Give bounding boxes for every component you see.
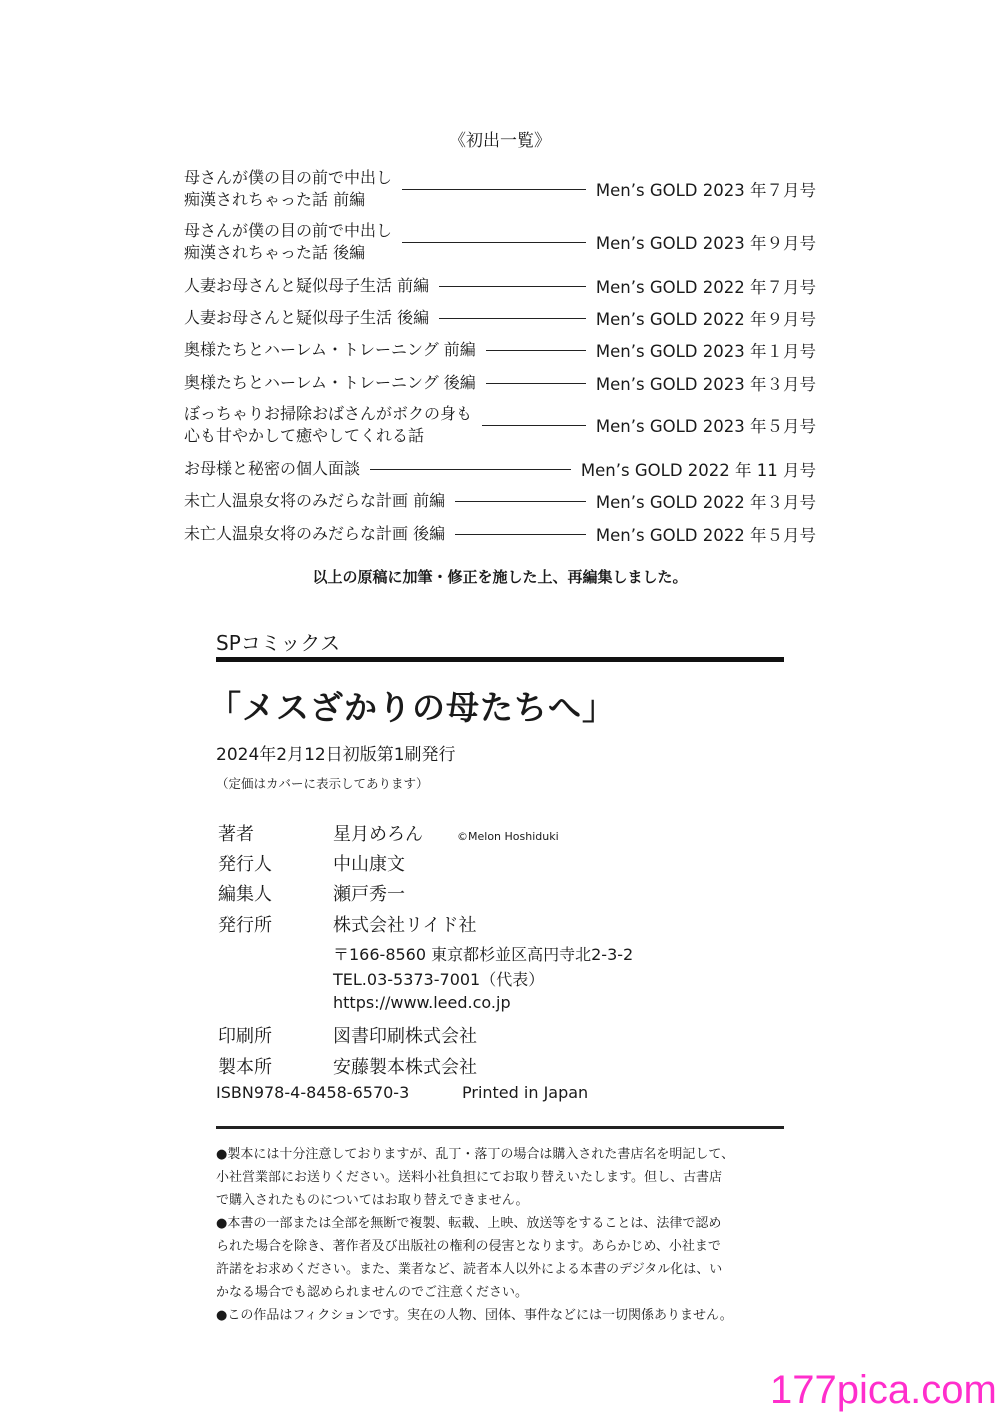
toc-entry-title: ぼっちゃりお掃除おばさんがボクの身も 心も甘やかして癒やしてくれる話 — [184, 404, 473, 445]
leader-line — [439, 286, 586, 287]
toc-entry-magazine: Men’s GOLD 2023 年３月号 — [595, 375, 816, 394]
toc-entry — [184, 338, 816, 362]
copyright-notice: ©Melon Hoshiduki — [457, 830, 559, 843]
toc-entry-magazine: Men’s GOLD 2022 年９月号 — [595, 310, 816, 329]
divider-rule — [216, 1126, 784, 1129]
toc-entry-title: お母様と秘密の個人面談 — [184, 459, 361, 478]
toc-entry — [184, 220, 816, 264]
toc-entry-magazine: Men’s GOLD 2023 年１月号 — [595, 342, 816, 361]
toc-entry — [184, 489, 816, 513]
leader-line — [486, 383, 586, 384]
leader-line — [370, 469, 571, 470]
printer-label: 印刷所 — [218, 1026, 272, 1047]
publisher-person: 中山康文 — [333, 854, 405, 875]
book-title: 「メスざかりの母たちへ」 — [208, 688, 616, 727]
toc-entry-title: 未亡人温泉女将のみだらな計画 前編 — [184, 491, 446, 510]
leader-line — [486, 350, 586, 351]
printed-in: Printed in Japan — [462, 1083, 589, 1102]
toc-entry — [184, 403, 816, 447]
author-label: 著者 — [218, 824, 254, 845]
toc-entry-title: 奥様たちとハーレム・トレーニング 前編 — [184, 340, 476, 359]
toc-entry-magazine: Men’s GOLD 2022 年 11 月号 — [580, 461, 816, 480]
leader-line — [402, 242, 586, 243]
toc-entry — [184, 457, 816, 481]
legal-notice: ●製本には十分注意しておりますが、乱丁・落丁の場合は購入された書店名を明記して、 小社営業部にお送りください。送料小社負担にてお取り替えいたします。但し、古書店 で購入されたものについてはお取り替えできません。 ●本書の一部または全部を無断で複製、転載、上映、放送等をすることは、法律で認め られた場合を除き、著作者及び出版社の権利の侵害となります。あらかじめ、小社まで 許諾をお求めください。また、業者など、読者本人以外による本書のデジタル化は、い かなる場合でも認められませんのでご注意ください。 ●この作品はフィクションです。実在の人物、団体、事件などには一切関係ありません。 — [216, 1147, 735, 1323]
revision-note: 以上の原稿に加筆・修正を施した上、再編集しました。 — [312, 568, 688, 586]
leader-line — [482, 425, 586, 426]
toc-entry-title: 人妻お母さんと疑似母子生活 前編 — [184, 276, 430, 295]
toc-entry — [184, 274, 816, 298]
author-name: 星月めろん ©Melon Hoshiduki — [333, 824, 559, 845]
editor-label: 編集人 — [218, 884, 272, 905]
binder-label: 製本所 — [218, 1057, 272, 1078]
publication-date: 2024年2月12日初版第1刷発行 — [216, 745, 456, 765]
toc-entry — [184, 522, 816, 546]
toc-entry — [184, 167, 816, 211]
leader-line — [439, 318, 586, 319]
binder-name: 安藤製本株式会社 — [333, 1057, 477, 1078]
editor-name: 瀬戸秀一 — [333, 884, 405, 905]
publisher-label: 発行所 — [218, 915, 272, 936]
price-note: （定価はカバーに表示してあります） — [216, 776, 429, 791]
publisher-person-label: 発行人 — [218, 854, 272, 875]
toc-entry-title: 母さんが僕の目の前で中出し 痴漢されちゃった話 後編 — [184, 221, 393, 262]
leader-line — [402, 189, 586, 190]
publisher-tel: TEL.03-5373-7001（代表） — [333, 970, 545, 989]
toc-heading: 《初出一覧》 — [449, 131, 551, 151]
toc-entry-title: 奥様たちとハーレム・トレーニング 後編 — [184, 373, 476, 392]
toc-entry — [184, 306, 816, 330]
isbn: ISBN978-4-8458-6570-3 — [216, 1083, 410, 1102]
toc-entry-magazine: Men’s GOLD 2023 年５月号 — [595, 417, 816, 436]
toc-entry-magazine: Men’s GOLD 2023 年９月号 — [595, 234, 816, 253]
toc-entry-magazine: Men’s GOLD 2022 年３月号 — [595, 493, 816, 512]
leader-line — [455, 534, 586, 535]
publisher-name: 株式会社リイド社 — [333, 915, 477, 936]
leader-line — [455, 501, 586, 502]
divider-rule — [216, 657, 784, 662]
toc-entry — [184, 371, 816, 395]
toc-entry-title: 人妻お母さんと疑似母子生活 後編 — [184, 308, 430, 327]
toc-entry-magazine: Men’s GOLD 2023 年７月号 — [595, 181, 816, 200]
toc-entry-title: 未亡人温泉女将のみだらな計画 後編 — [184, 524, 446, 543]
toc-entry-magazine: Men’s GOLD 2022 年７月号 — [595, 278, 816, 297]
imprint-label: SPコミックス — [216, 631, 341, 655]
printer-name: 図書印刷株式会社 — [333, 1026, 477, 1047]
watermark: 177pica.com — [770, 1368, 997, 1412]
toc-entry-magazine: Men’s GOLD 2022 年５月号 — [595, 526, 816, 545]
toc-entry-title: 母さんが僕の目の前で中出し 痴漢されちゃった話 前編 — [184, 168, 393, 209]
publisher-url[interactable]: https://www.leed.co.jp — [333, 993, 511, 1012]
publisher-address: 〒166-8560 東京都杉並区高円寺北2-3-2 — [333, 945, 634, 964]
